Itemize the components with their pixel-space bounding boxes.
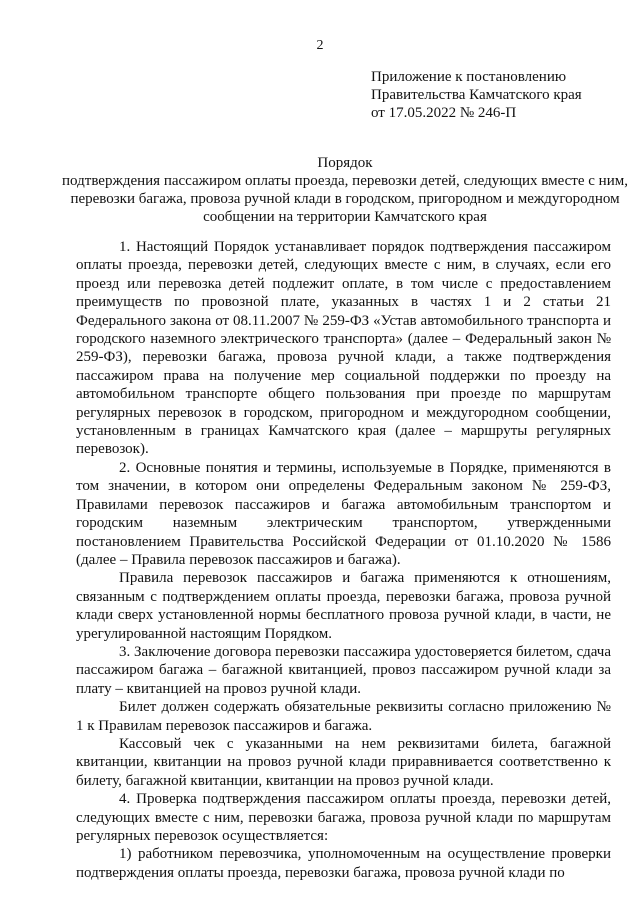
appendix-block: [371, 68, 631, 122]
paragraph-1: 1. Настоящий Порядок устанавливает порядок подтверждения пассажиром оплаты проезда, перевозки детей, следующих вместе с ним, в случаях, если его проезд или перевозка детей подлежит оплате, в том числе с предоставлением преимуществ по провозной плате, указанных в частях 1 и 2 статьи 21 Федерального закона от 08.11.2007 № 259-ФЗ «Устав автомобильного транспорта и городского наземного электрического транспорта» (далее – Федеральный закон № 259-ФЗ), перевозки багажа, провоза ручной клади, а также подтверждения пассажиром права на получение мер социальной поддержки по проезду на автомобильном транспорте общего пользования при проезде по маршрутам регулярных перевозок в городском, пригородном и междугородном сообщении, установленным в границах Камчатского края (далее – маршруты регулярных перевозок).: [76, 239, 611, 458]
appendix-line-1: Приложение к постановлению: [371, 69, 567, 85]
paragraph-6: Кассовый чек с указанными на нем реквизитами билета, багажной квитанции, квитанции на провоз ручной клади приравнивается соответственно к билету, багажной квитанции, квитанции на провоз ручной клади.: [76, 735, 611, 789]
document-body: [76, 238, 611, 882]
page-number: 2: [316, 38, 324, 53]
document-title: [60, 154, 630, 226]
paragraph-5: Билет должен содержать обязательные реквизиты согласно приложению № 1 к Правилам перевозок пассажиров и багажа.: [76, 699, 611, 734]
paragraph-7: 4. Проверка подтверждения пассажиром оплаты проезда, перевозки детей, следующих вместе с ним, перевозки багажа, провоза ручной клади по маршрутам регулярных перевозок осуществляется:: [76, 791, 611, 844]
paragraph-2: 2. Основные понятия и термины, используемые в Порядке, применяются в том значении, в котором они определены Федеральным законом № 259-ФЗ, Правилами перевозок пассажиров и багажа автомобильным транспортом и городским наземным электрическим транспортом, утвержденными постановлением Правительства Российской Федерации от 01.10.2020 № 1586 (далее – Правила перевозок пассажиров и багажа).: [76, 459, 611, 568]
paragraph-3: Правила перевозок пассажиров и багажа применяются к отношениям, связанным с подтверждением оплаты проезда, перевозки багажа, провоза ручной клади сверх установленной нормы бесплатного провоза ручной клади, в части, не урегулированной настоящим Порядком.: [76, 570, 611, 642]
title-heading: Порядок: [317, 155, 373, 171]
paragraph-8: 1) работником перевозчика, уполномоченным на осуществление проверки подтверждения оплаты проезда, перевозки багажа, провоза ручной клади по: [76, 846, 611, 881]
appendix-line-2: Правительства Камчатского края: [371, 87, 582, 103]
appendix-line-3: от 17.05.2022 № 246-П: [371, 105, 517, 121]
title-subtitle: подтверждения пассажиром оплаты проезда, перевозки детей, следующих вместе с ним, перевозки багажа, провоза ручной клади в городском, пригородном и междугородном сообщении на территории Камчатского края: [62, 173, 628, 225]
paragraph-4: 3. Заключение договора перевозки пассажира удостоверяется билетом, сдача пассажиром багажа – багажной квитанцией, провоз пассажиром ручной клади за плату – квитанцией на провоз ручной клади.: [76, 643, 611, 697]
